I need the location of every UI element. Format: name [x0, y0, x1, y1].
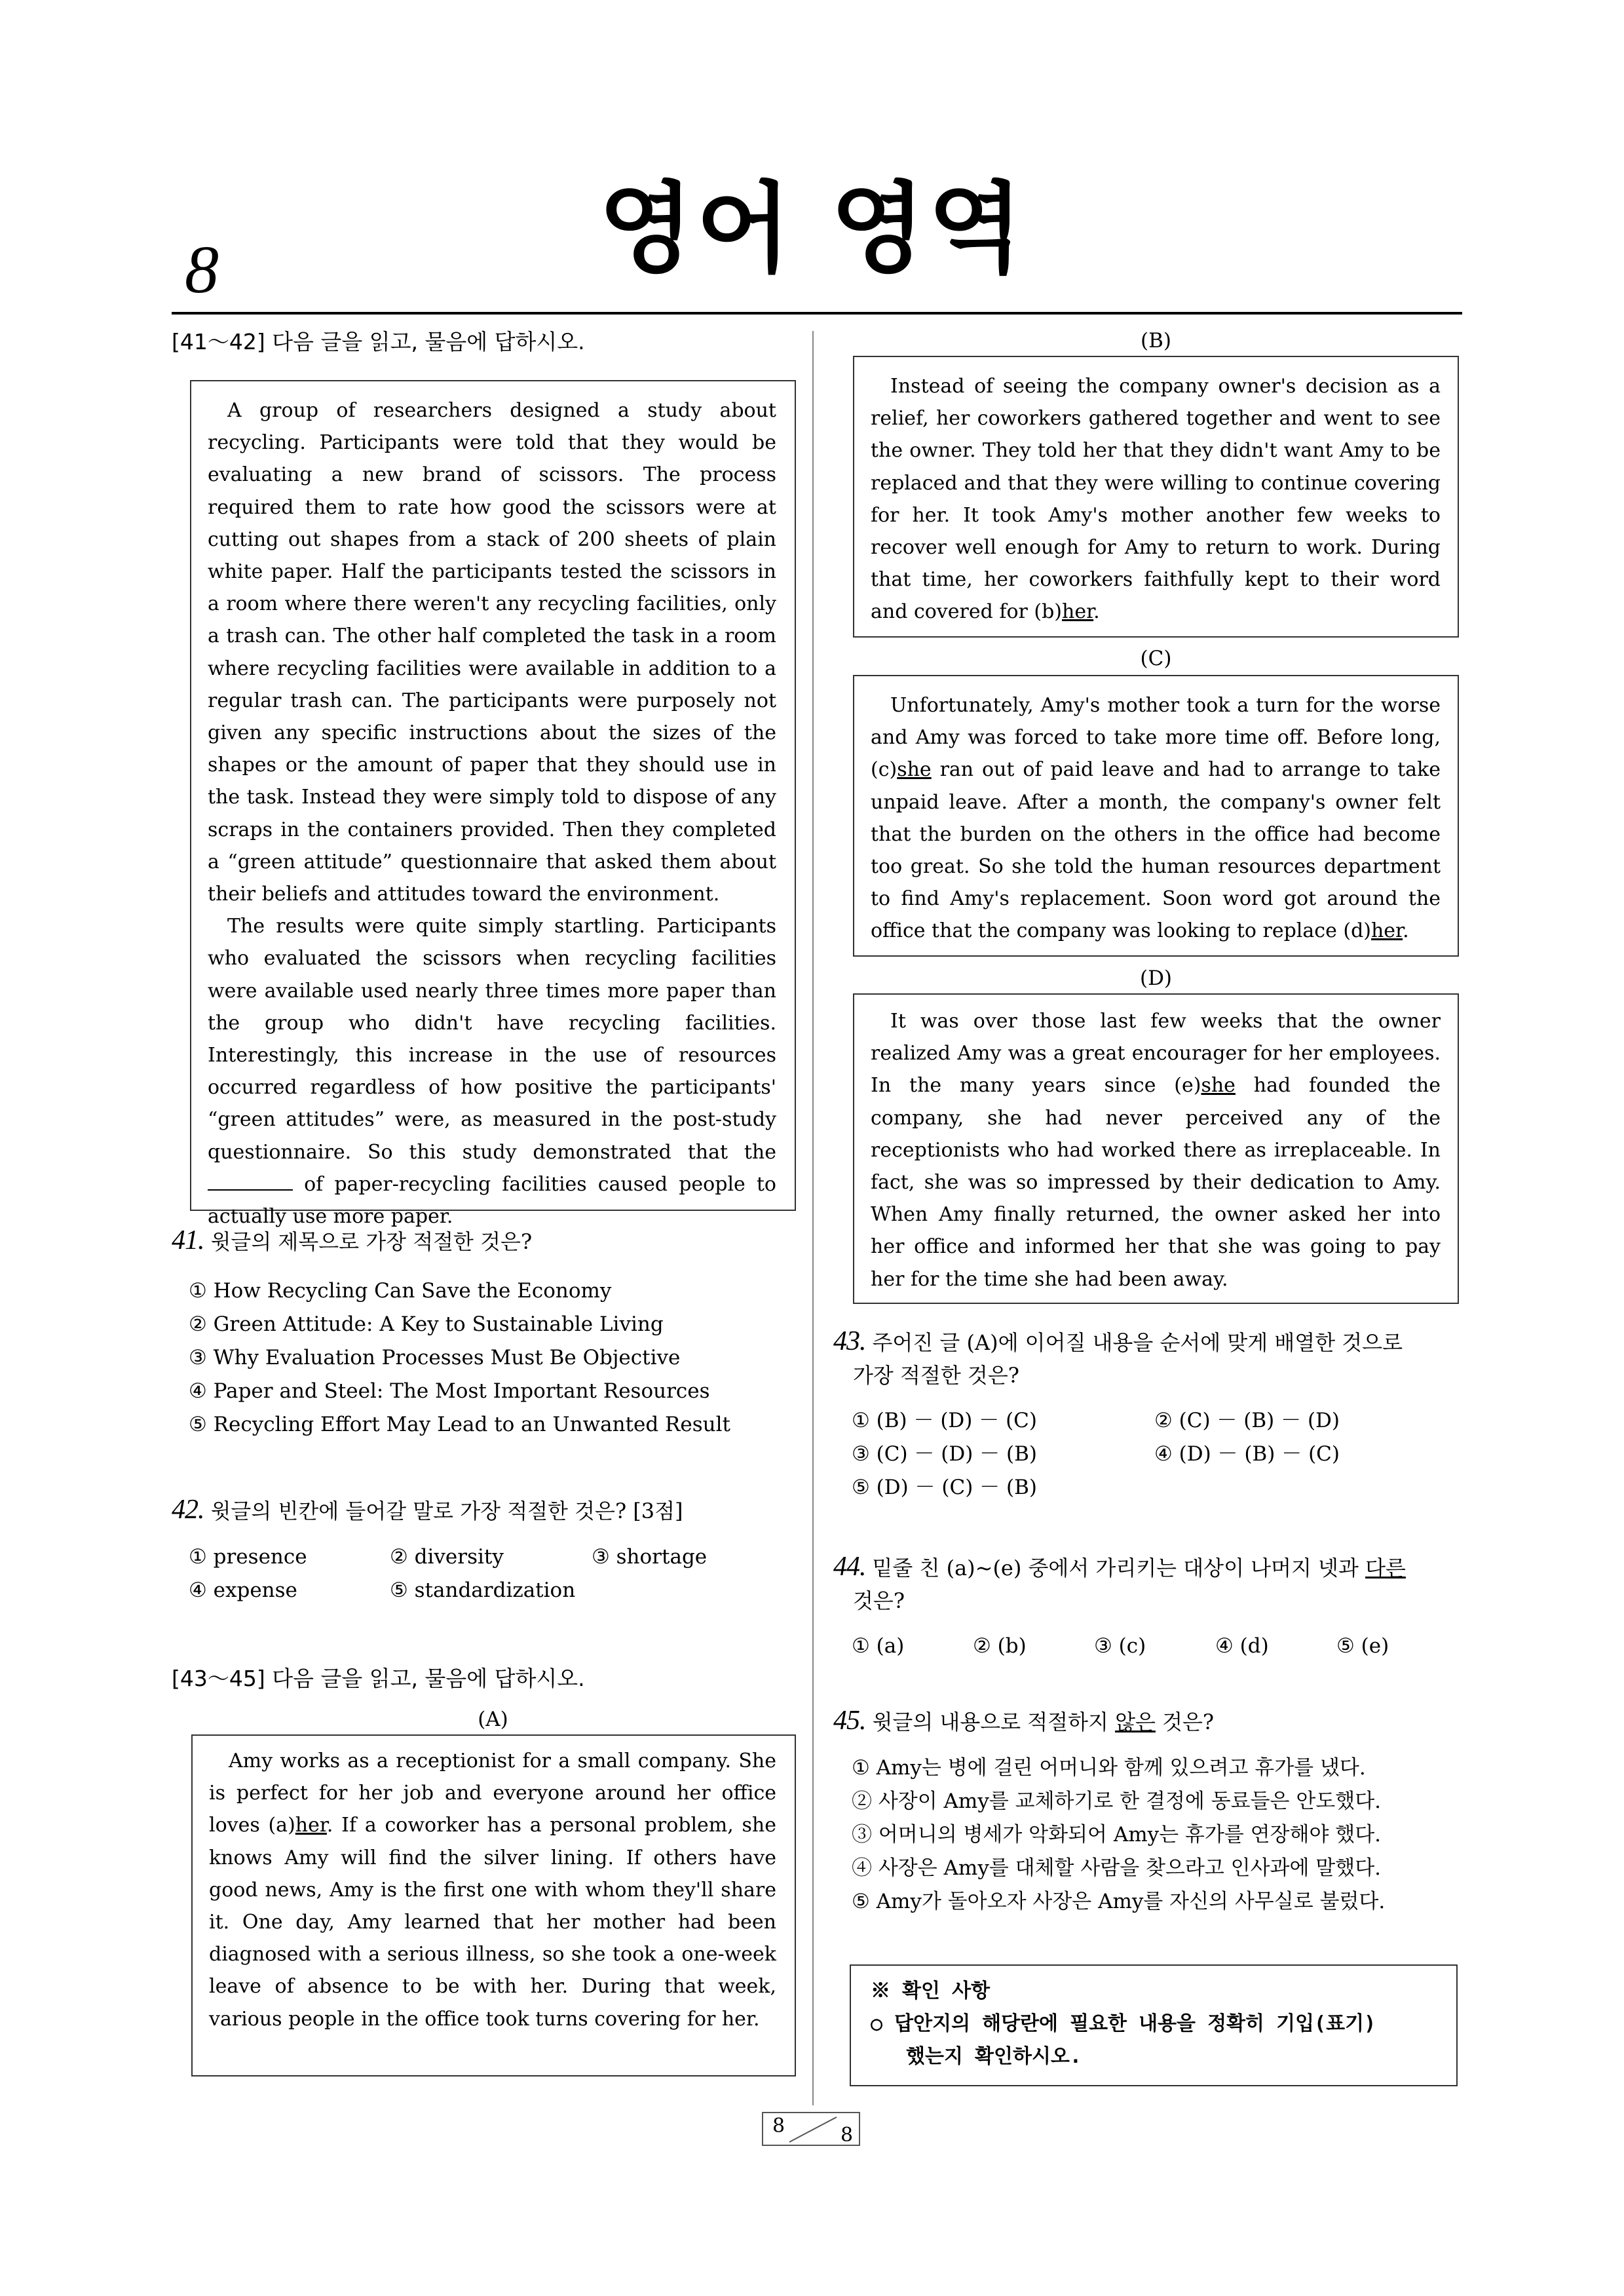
passage-box-a — [191, 1734, 796, 2076]
question-45 — [833, 1704, 1462, 1738]
passage-c-part-1: Unfortunately, Amy's mother took a turn for the worse and Amy was forced to take more time off. Before long, (c) — [871, 694, 1441, 782]
passage-b-part-1: Instead of seeing the company owner's decision as a relief, her coworkers gathered together and went to see the owner. They told her that they didn't want Amy to be replaced and that they were willing to continue covering for her. It took Amy's mother another few weeks to recover well enough for Amy to return to work. During that time, her coworkers faithfully kept to their word and covered for (b) — [871, 375, 1441, 624]
question-44-text-2: 것은? — [853, 1588, 905, 1613]
underline-b: her — [1062, 600, 1094, 624]
passage-a-label: (A) — [478, 1708, 508, 1731]
passage-a-part-2: . If a coworker has a personal problem, she knows Amy will find the silver lining. If others have good news, Amy is the first one with whom they'll share it. One day, Amy learned that her mother had been diagnosed with a serious illness, so she took a one-week leave of absence to be with her. During that week, various people in the office took turns covering for her. — [209, 1814, 776, 2031]
q43-option-3[interactable]: ③ (C) － (D) － (B) — [852, 1442, 1037, 1466]
q42-option-3[interactable]: ③ shortage — [592, 1545, 708, 1569]
q44-option-3[interactable]: ③ (c) — [1094, 1634, 1146, 1658]
passage-box-c — [853, 675, 1459, 957]
question-44-text-1: 밑줄 친 (a)~(e) 중에서 가리키는 대상이 나머지 넷과 — [872, 1556, 1359, 1580]
page-number: 8 — [185, 232, 219, 307]
passage-paragraph-2 — [208, 910, 776, 1233]
passage-box-41-42 — [190, 380, 796, 1229]
question-41 — [172, 1224, 532, 1258]
question-44-underline: 다른 — [1365, 1556, 1406, 1580]
q41-option-5[interactable]: ⑤ Recycling Effort May Lead to an Unwanted Result — [189, 1413, 730, 1436]
passage-b-part-2: . — [1093, 600, 1100, 624]
question-43-text-1: 주어진 글 (A)에 이어질 내용을 순서에 맞게 배열한 것으로 — [872, 1330, 1403, 1355]
section-heading-43-45: [43～45] 다음 글을 읽고, 물음에 답하시오. — [172, 1666, 585, 1691]
question-45-text-b: 것은? — [1162, 1710, 1215, 1734]
question-43-text-2: 가장 적절한 것은? — [853, 1363, 1019, 1388]
answer-blank — [208, 1174, 293, 1191]
q44-option-4[interactable]: ④ (d) — [1215, 1634, 1269, 1658]
question-45-underline: 않은 — [1115, 1710, 1156, 1734]
passage-paragraph-1: A group of researchers designed a study about recycling. Participants were told that they would be evaluating a new brand of scissors. The process required them to rate how good the scissors were at cutting out shapes from a stack of 200 sheets of plain white paper. Half the participants tested the scissors in a room where there weren't any recycling facilities, only a trash can. The other half completed the task in a room where recycling facilities were available in addition to a regular trash can. The participants were purposely not given any specific instructions about the sizes of the shapes or the amount of paper that they should use in the task. Instead they were simply told to dispose of any scraps in the containers provided. Then they completed a “green attitude” questionnaire that asked them about their beliefs and attitudes toward the environment. — [208, 399, 776, 906]
passage-paragraph-2-text: The results were quite simply startling. Participants who evaluated the scissors when recycling facilities were available used nearly three times more paper than the group who didn't have recycling facilities. Interestingly, this increase in the use of resources occurred regardless of how positive the participants' “green attitudes” were, as measured in the post-study questionnaire. So this study demonstrated that the — [208, 915, 776, 1164]
passage-d-part-1: It was over those last few weeks that the owner realized Amy was a great encourager for her employees. In the many years since (e) — [871, 1010, 1441, 1098]
notice-line-1: ○ 답안지의 해당란에 필요한 내용을 정확히 기입(표기) — [871, 2012, 1376, 2035]
q45-option-4[interactable]: ④ 사장은 Amy를 대체할 사람을 찾으라고 인사과에 말했다. — [852, 1856, 1381, 1880]
passage-b-text — [871, 370, 1441, 628]
question-42-number: 42. — [172, 1495, 204, 1525]
q45-option-5[interactable]: ⑤ Amy가 돌아오자 사장은 Amy를 자신의 사무실로 불렀다. — [852, 1890, 1386, 1913]
q41-option-1[interactable]: ① How Recycling Can Save the Economy — [189, 1279, 612, 1303]
q44-option-1[interactable]: ① (a) — [852, 1634, 905, 1658]
question-41-number: 41. — [172, 1225, 204, 1255]
q43-option-5[interactable]: ⑤ (D) － (C) － (B) — [852, 1476, 1037, 1499]
q41-option-3[interactable]: ③ Why Evaluation Processes Must Be Objective — [189, 1346, 681, 1369]
q42-option-1[interactable]: ① presence — [189, 1545, 307, 1569]
header-rule — [172, 312, 1462, 315]
q45-option-2[interactable]: ② 사장이 Amy를 교체하기로 한 결정에 동료들은 안도했다. — [852, 1789, 1381, 1813]
q45-option-3[interactable]: ③ 어머니의 병세가 악화되어 Amy는 휴가를 연장해야 했다. — [852, 1823, 1381, 1846]
underline-a: her — [295, 1814, 327, 1837]
passage-paragraph-2-end: of paper-recycling facilities caused people to actually use more paper. — [208, 1172, 776, 1229]
passage-b-label: (B) — [1141, 329, 1171, 353]
footer-total-pages: 8 — [840, 2124, 854, 2147]
question-41-text: 윗글의 제목으로 가장 적절한 것은? — [210, 1229, 533, 1254]
page-title: 영어 영역 — [598, 172, 1026, 286]
question-45-number: 45. — [833, 1706, 866, 1736]
passage-d-text — [871, 1005, 1441, 1295]
question-42-text: 윗글의 빈칸에 들어갈 말로 가장 적절한 것은? [3점] — [210, 1499, 683, 1523]
question-43-number: 43. — [833, 1326, 866, 1356]
section-heading-41-42: [41～42] 다음 글을 읽고, 물음에 답하시오. — [172, 329, 585, 354]
q45-option-1[interactable]: ① Amy는 병에 걸린 어머니와 함께 있으려고 휴가를 냈다. — [852, 1756, 1366, 1780]
passage-c-label: (C) — [1140, 647, 1172, 670]
footer-current-page: 8 — [772, 2114, 785, 2137]
notice-box — [850, 1964, 1458, 2086]
question-44 — [833, 1550, 1462, 1617]
question-44-number: 44. — [833, 1552, 866, 1582]
passage-box-b — [853, 356, 1459, 638]
passage-box-d — [853, 993, 1459, 1304]
column-divider — [812, 331, 814, 2105]
q43-option-2[interactable]: ② (C) － (B) － (D) — [1154, 1409, 1340, 1432]
q41-option-2[interactable]: ② Green Attitude: A Key to Sustainable Living — [189, 1312, 664, 1336]
passage-c-text — [871, 689, 1441, 947]
q42-option-2[interactable]: ② diversity — [390, 1545, 504, 1569]
q43-option-1[interactable]: ① (B) － (D) － (C) — [852, 1409, 1037, 1432]
q42-option-5[interactable]: ⑤ standardization — [390, 1578, 576, 1602]
underline-d: her — [1370, 919, 1403, 943]
notice-line-2: 했는지 확인하시오. — [906, 2045, 1082, 2068]
q44-option-2[interactable]: ② (b) — [973, 1634, 1027, 1658]
q43-option-4[interactable]: ④ (D) － (B) － (C) — [1154, 1442, 1340, 1466]
passage-d-label: (D) — [1139, 966, 1173, 990]
question-45-text-a: 윗글의 내용으로 적절하지 — [872, 1710, 1108, 1734]
q42-option-4[interactable]: ④ expense — [189, 1578, 297, 1602]
passage-a-part-1: Amy works as a receptionist for a small company. She is perfect for her job and everyone around her office loves (a) — [209, 1750, 776, 1837]
underline-e: she — [1201, 1074, 1236, 1098]
passage-c-part-2: ran out of paid leave and had to arrange to take unpaid leave. After a month, the company's owner felt that the burden on the others in the office had become too great. So she told the human resources department to find Amy's replacement. Soon word got around the office that the company was looking to replace (d) — [871, 758, 1441, 943]
passage-a-text — [209, 1745, 776, 2035]
q44-option-5[interactable]: ⑤ (e) — [1336, 1634, 1389, 1658]
passage-d-part-2: had founded the company, she had never perceived any of the receptionists who had worked there as irreplaceable. In fact, she was so impressed by their dedication to Amy. When Amy finally returned, the owner asked her into her office and informed her that she was going to pay her for the time she had been away. — [871, 1074, 1441, 1291]
q41-option-4[interactable]: ④ Paper and Steel: The Most Important Resources — [189, 1379, 710, 1403]
question-42 — [172, 1493, 683, 1527]
question-43 — [833, 1325, 1462, 1392]
passage-c-part-3: . — [1403, 919, 1409, 943]
footer-page-box — [762, 2112, 860, 2146]
notice-title: ※ 확인 사항 — [871, 1980, 991, 2002]
underline-c: she — [897, 758, 932, 782]
